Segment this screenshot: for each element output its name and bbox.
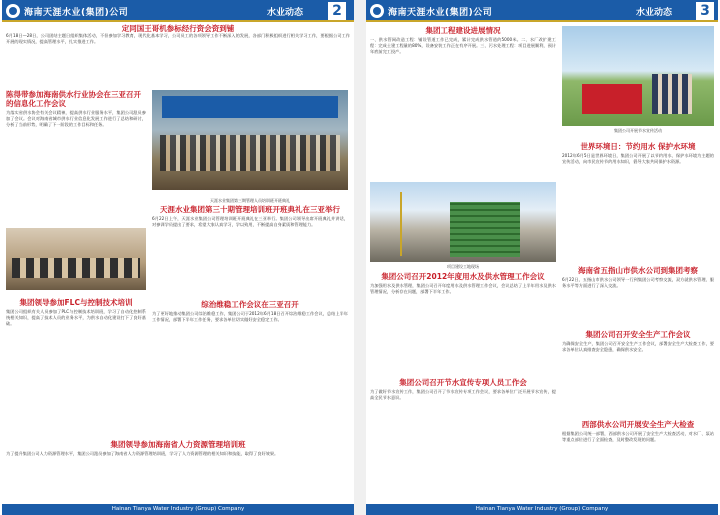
left-header: [2, 0, 354, 22]
right-header: [366, 0, 718, 22]
article-3-title: 天涯水业集团第三十期管理培训班开班典礼在三亚举行: [160, 205, 340, 214]
article-b6-body: 为确保安全生产，集团公司召开安全生产工作会议，部署安全生产大检查工作，要求各单位认真排查安全隐患，确保供水安全。: [562, 341, 714, 352]
article-b4: [562, 142, 714, 263]
article-b5-body: 6月22日，五指山市供水公司领导一行到集团公司考察交流，双方就供水管理、服务水平等方面进行了深入交流。: [562, 277, 714, 288]
article-5-body: 集团公司组织有关人员参加了PLC与控制技术培训班，学习了自动化控制系统相关知识，提高了技术人员的业务水平，为供水自动化建设打下了良好基础。: [6, 309, 146, 326]
construction-photo: [370, 182, 556, 262]
section-title: 水业动态: [636, 8, 673, 18]
company-logo-icon: [6, 4, 20, 18]
article-b6-title: 集团公司召开安全生产工作会议: [585, 330, 691, 339]
company-name: 海南天涯水业(集团)公司: [24, 8, 129, 18]
left-footer: Hainan Tianya Water Industry (Group) Company: [2, 504, 354, 515]
article-b5-title: 海南省五指山市供水公司到集团考察: [578, 266, 698, 275]
page-number: 3: [696, 2, 714, 20]
article-2-title: 陈得带参加海南供水行业协会在三亚召开的信息化工作会议: [6, 90, 141, 108]
company-name: 海南天涯水业(集团)公司: [388, 8, 493, 18]
page-number: 2: [328, 2, 346, 20]
article-b7-body: 根据集团公司统一部署，西部供水公司开展了安全生产大检查活动，对水厂、泵站等重点部位进行了全面检查，及时整改发现的问题。: [562, 431, 714, 442]
meeting-photo: [6, 228, 146, 290]
page-gutter: [354, 0, 366, 515]
article-2-body: 为落实省供水协会有关会议精神，提高供水行业服务水平，集团公司派员参加了会议。会议对海南省城市供水行业信息化发展工作进行了总结和研讨，分析了当前形势，明确了下一阶段的工作目标和任务。: [6, 110, 146, 127]
article-b4-title: 世界环境日：节约用水 保护水环境: [580, 142, 696, 151]
section-title: 水业动态: [267, 8, 304, 18]
article-b3-body: 为了做好节水宣传工作，集团公司召开了节水宣传专项工作会议，要求各单位广泛开展节水宣传，提高全民节水意识。: [370, 389, 556, 400]
article-6: [6, 440, 350, 499]
article-4: [152, 300, 348, 381]
article-b4-body: 2012年6月5日是世界环境日，集团公司开展了以节约用水、保护水环境为主题的宣传活动，向市民宣传节约用水知识，倡导大家共同保护水资源。: [562, 153, 714, 164]
article-1-title: 定同国王哥机参标经行资会资到铺: [121, 24, 235, 33]
article-b3-title: 集团公司召开节水宣传专项人员工作会: [399, 378, 527, 387]
article-3: [152, 198, 348, 282]
article-5-title: 集团领导参加FLC与控制技术培训: [19, 298, 133, 307]
right-footer: Hainan Tianya Water Industry (Group) Company: [366, 504, 718, 515]
article-b2: [370, 272, 556, 363]
article-5: [6, 298, 146, 407]
article-b1: [370, 26, 556, 187]
article-2: [6, 90, 146, 218]
left-page: [2, 0, 354, 515]
company-logo-icon: [370, 4, 384, 18]
article-b1-body: 一、供水管网改造工程：铺设管道工作已完成，累计完成供水管道约5000米。二、水厂改扩建工程：完成土建工程量的80%，设备安装工作正在有序开展。三、污水处理工程：项目进展顺利，预计年底前完工投产。: [370, 37, 556, 54]
article-4-title: 综治维稳工作会议在三亚召开: [201, 300, 299, 309]
article-b1-title: 集团工程建设进展情况: [425, 26, 501, 35]
article-b7-title: 西部供水公司开展安全生产大检查: [581, 420, 695, 429]
article-3-body: 6月22日上午，天涯水业集团公司管理培训班开班典礼在三亚举行。集团公司领导出席开班典礼并讲话，对参训学员提出了要求，希望大家认真学习，学以致用，不断提高自身素质和管理能力。: [152, 216, 348, 227]
right-page: [366, 0, 718, 515]
promotion-photo-caption: 集团公司开展节水宣传活动: [614, 128, 662, 133]
promotion-photo: [562, 26, 714, 126]
article-b2-title: 集团公司召开2012年度用水及供水管理工作会议: [381, 272, 545, 281]
construction-photo-caption: 项目建设工地现场: [447, 264, 479, 269]
article-6-title: 集团领导参加海南省人力资源管理培训班: [110, 440, 246, 449]
photo-caption: 天涯水业集团第三期管理人员培训班开班典礼: [210, 198, 290, 203]
article-b2-body: 为加强用水及供水管理，集团公司召开年度用水及供水管理工作会议，会议总结了上半年用水及供水管理情况，分析存在问题，部署下半年工作。: [370, 283, 556, 294]
article-4-body: 为了更好地推动集团公司综治维稳工作，集团公司于2012年6月18日召开综治维稳工作会议，总结上半年工作情况，部署下半年工作任务，要求各单位切实做好安全稳定工作。: [152, 311, 348, 322]
article-1-body: 6月18日—28日，公司团结主题日组织集体活动，不但参加学习教育，现代化基本学习，公司员工的各项领导工作不断深入的发展，各部门积极组织进行相关学习工作，要根据公司工作开展的现实情况，提高管理水平，扎实推进工作。: [6, 33, 350, 44]
article-b5: [562, 266, 714, 321]
article-b3: [370, 378, 556, 489]
group-photo: [152, 90, 348, 190]
article-b6: [562, 330, 714, 411]
article-b7: [562, 420, 714, 499]
article-1: [6, 24, 350, 67]
article-6-body: 为了提升集团公司人力资源管理水平，集团公司派员参加了海南省人力资源管理培训班，学习了人力资源管理的相关知识和技能，取得了良好效果。: [6, 451, 279, 456]
